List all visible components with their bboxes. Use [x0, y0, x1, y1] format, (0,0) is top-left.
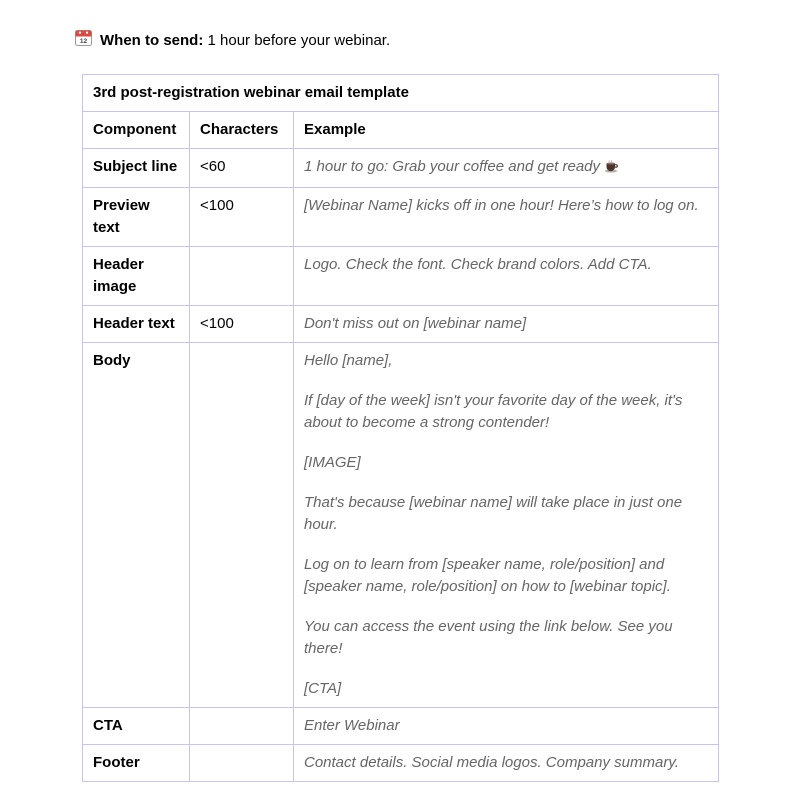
table-title-row — [83, 75, 719, 112]
table-row-subject-line — [83, 149, 719, 188]
table-row-cta — [83, 708, 719, 745]
email-template-table — [82, 74, 719, 782]
example-text: Logo. Check the font. Check brand colors. Add CTA. — [304, 256, 652, 273]
svg-text:12: 12 — [79, 38, 88, 45]
column-header-example: Example — [294, 112, 719, 149]
example-paragraph: Hello [name], — [304, 352, 393, 369]
example-text: 1 hour to go: Grab your coffee and get ready — [304, 156, 708, 180]
when-to-send-note — [75, 29, 390, 52]
table-header-row — [83, 112, 719, 149]
characters-cell: <100 — [190, 306, 294, 343]
component-cell: Body — [83, 343, 190, 708]
example-cell — [294, 343, 719, 708]
example-paragraph: [IMAGE] — [304, 454, 361, 471]
component-cell: Subject line — [83, 149, 190, 188]
example-text: Enter Webinar — [304, 717, 400, 734]
characters-cell — [190, 708, 294, 745]
component-cell: Header image — [83, 247, 190, 306]
characters-cell: <60 — [190, 149, 294, 188]
component-cell: Footer — [83, 745, 190, 782]
example-paragraph: [CTA] — [304, 680, 342, 697]
example-paragraph: You can access the event using the link below. See you there! — [304, 618, 673, 657]
column-header-characters: Characters — [190, 112, 294, 149]
table-title: 3rd post-registration webinar email template — [83, 75, 719, 112]
table-row-header-image — [83, 247, 719, 306]
characters-cell — [190, 247, 294, 306]
example-paragraph: If [day of the week] isn't your favorite day of the week, it's about to become a strong contender! — [304, 392, 683, 431]
characters-cell: <100 — [190, 188, 294, 247]
example-cell — [294, 247, 719, 306]
calendar-icon — [75, 29, 92, 52]
component-cell: CTA — [83, 708, 190, 745]
example-text: [Webinar Name] kicks off in one hour! Here’s how to log on. — [304, 197, 699, 214]
table-row-footer — [83, 745, 719, 782]
example-text: Don't miss out on [webinar name] — [304, 315, 527, 332]
component-cell: Header text — [83, 306, 190, 343]
example-cell — [294, 745, 719, 782]
column-header-component: Component — [83, 112, 190, 149]
table-row-preview-text — [83, 188, 719, 247]
example-paragraph: Log on to learn from [speaker name, role/position] and [speaker name, role/position] on how to [webinar topic]. — [304, 556, 671, 595]
table-row-body — [83, 343, 719, 708]
example-text: Contact details. Social media logos. Company summary. — [304, 754, 679, 771]
table-row-header-text — [83, 306, 719, 343]
example-cell — [294, 708, 719, 745]
when-to-send-value: 1 hour before your webinar. — [207, 31, 391, 49]
component-cell: Preview text — [83, 188, 190, 247]
when-to-send-label: When to send: — [100, 31, 204, 49]
coffee-icon — [604, 158, 619, 180]
example-cell — [294, 149, 719, 188]
when-to-send-text — [100, 31, 390, 51]
example-cell — [294, 188, 719, 247]
characters-cell — [190, 343, 294, 708]
example-cell — [294, 306, 719, 343]
characters-cell — [190, 745, 294, 782]
example-paragraph: That's because [webinar name] will take place in just one hour. — [304, 494, 683, 533]
